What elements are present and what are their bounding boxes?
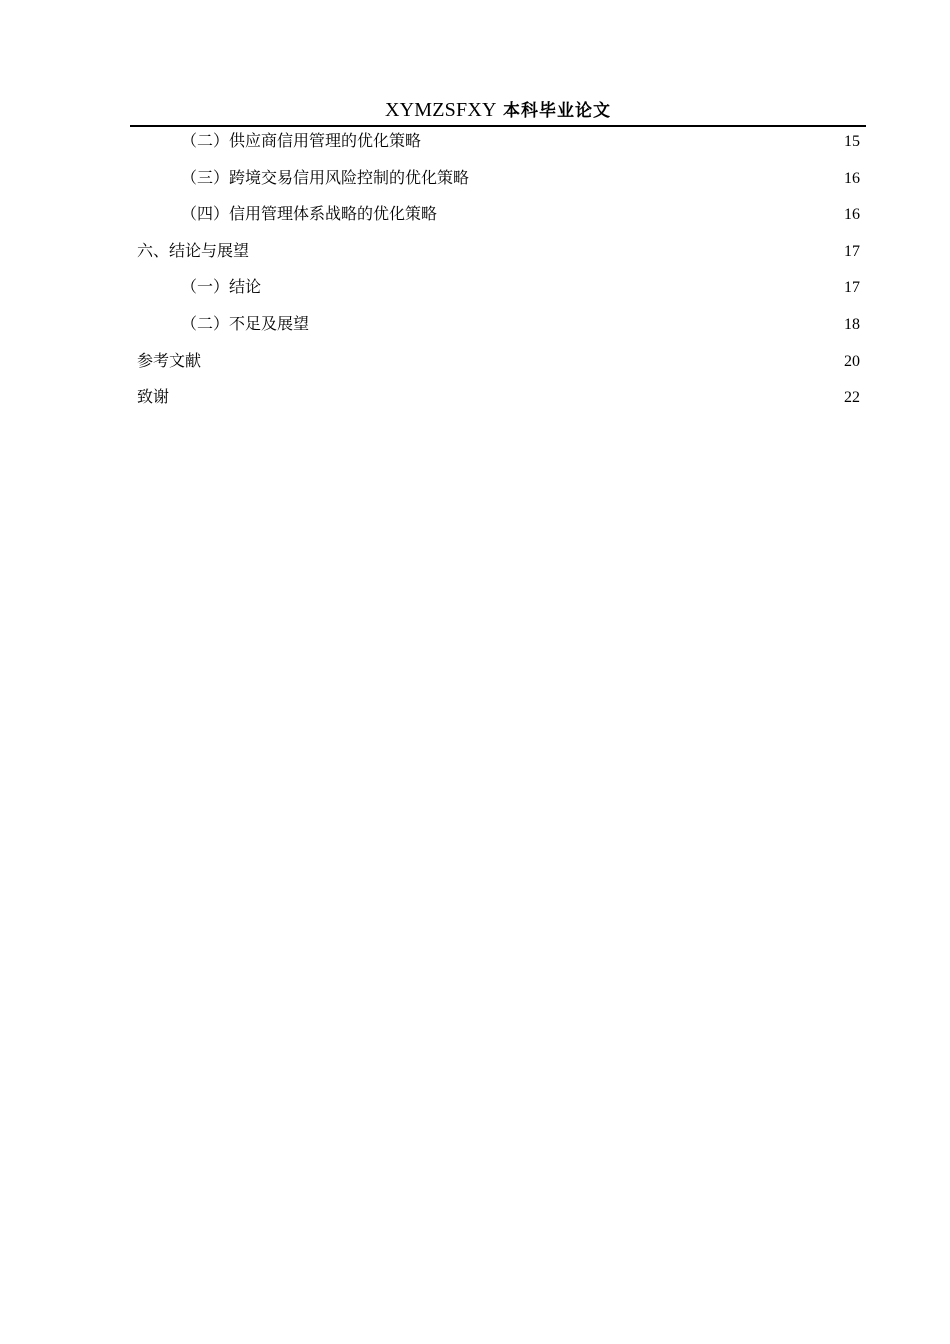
toc-entry-title: （一）结论 <box>181 277 262 297</box>
toc-entry-page: 16 <box>844 206 860 224</box>
header-title: 本科毕业论文 <box>502 101 611 121</box>
toc-entry[interactable] <box>137 163 860 200</box>
toc-entry-title: 六、结论与展望 <box>137 240 250 260</box>
toc-dot-leader <box>310 310 843 330</box>
toc-entry-page: 18 <box>844 315 860 333</box>
toc-dot-leader <box>202 347 843 367</box>
header-school-code: XYMZSFXY <box>385 99 497 121</box>
toc-entry-page: 15 <box>844 133 860 150</box>
toc-entry[interactable] <box>137 382 860 419</box>
toc-entry-title: （二）不足及展望 <box>181 313 310 333</box>
toc-entry[interactable] <box>137 272 860 309</box>
page-header <box>130 95 866 127</box>
toc-dot-leader <box>438 200 843 220</box>
toc-entry[interactable] <box>137 199 860 236</box>
toc-dot-leader <box>422 127 843 147</box>
toc-dot-leader <box>262 273 843 293</box>
toc-entry-title: （三）跨境交易信用风险控制的优化策略 <box>181 167 470 187</box>
table-of-contents <box>137 126 860 419</box>
toc-entry-page: 22 <box>844 389 860 407</box>
toc-entry-title: （二）供应商信用管理的优化策略 <box>181 131 422 150</box>
toc-entry-page: 20 <box>844 352 860 370</box>
toc-entry[interactable] <box>137 236 860 273</box>
toc-entry-title: 参考文献 <box>137 350 202 370</box>
toc-entry-page: 17 <box>844 279 860 297</box>
toc-dot-leader <box>170 383 843 403</box>
toc-entry-title: （四）信用管理体系战略的优化策略 <box>181 204 438 224</box>
toc-entry-page: 17 <box>844 242 860 260</box>
toc-entry[interactable] <box>137 309 860 346</box>
toc-entry-title: 致谢 <box>137 387 170 407</box>
toc-entry-page: 16 <box>844 169 860 187</box>
toc-dot-leader <box>250 237 843 257</box>
toc-dot-leader <box>470 164 843 184</box>
toc-entry[interactable] <box>137 126 860 163</box>
toc-entry[interactable] <box>137 346 860 383</box>
